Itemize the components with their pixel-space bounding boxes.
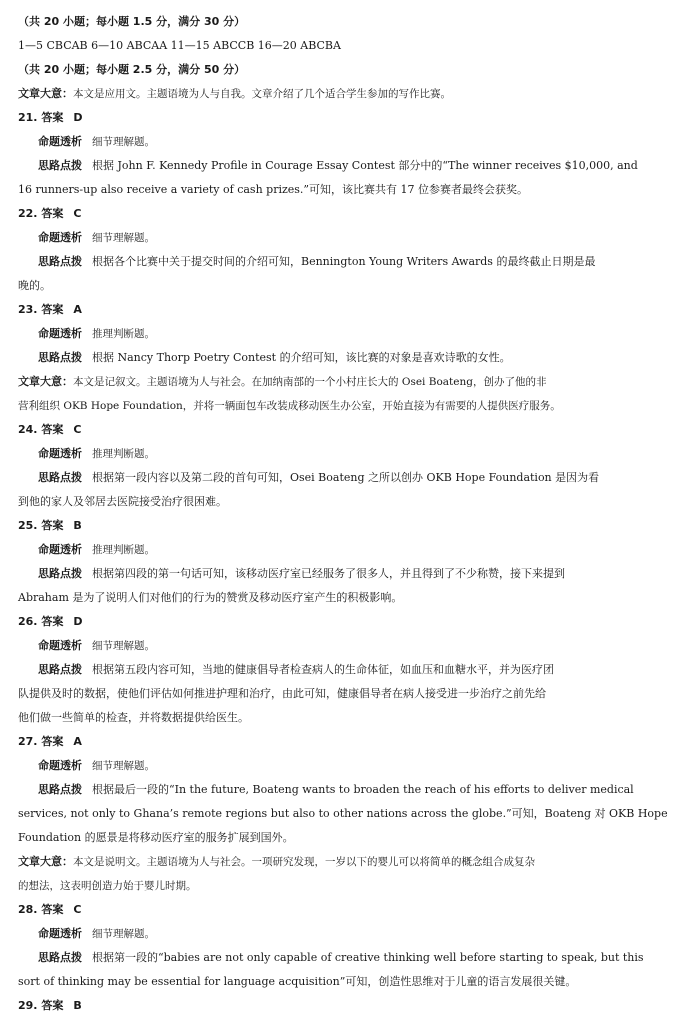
passage-text: 本文是应用文。主题语境为人与自我。文章介绍了几个适合学生参加的写作比赛。: [73, 88, 451, 100]
passage-b-summary-cont: 营利组织 OKB Hope Foundation，并将一辆面包车改装成移动医生办公室，开始直接为有需要的人提供医疗服务。: [18, 400, 561, 412]
answer-label: 答案: [41, 519, 64, 532]
passage-label: 文章大意：: [18, 855, 73, 868]
answer-letter: C: [73, 207, 82, 220]
passage-b-summary: [18, 370, 674, 394]
hint-text: 根据最后一段的“In the future, Boateng wants to broaden the reach of his efforts to deliver medical: [92, 783, 634, 796]
hint-label: 思路点拨: [38, 567, 82, 580]
hint-label: 思路点拨: [38, 351, 82, 364]
passage-label: 文章大意：: [18, 87, 73, 100]
hint-text: 根据 John F. Kennedy Profile in Courage Essay Contest 部分中的“The winner receives $10,000, and: [92, 159, 638, 172]
answer-22: [18, 202, 674, 226]
analysis-22: [18, 226, 674, 250]
question-number: 26.: [18, 615, 38, 628]
analysis-text: 推理判断题。: [92, 544, 155, 556]
analysis-text: 细节理解题。: [92, 760, 155, 772]
hint-label: 思路点拨: [38, 663, 82, 676]
analysis-text: 细节理解题。: [92, 928, 155, 940]
passage-label: 文章大意：: [18, 375, 73, 388]
hint-28-cont: sort of thinking may be essential for language acquisition”可知，创造性思维对于儿童的语言发展很关键。: [18, 975, 577, 988]
question-number: 21.: [18, 111, 38, 124]
passage-c-summary: [18, 850, 674, 874]
analysis-25: [18, 538, 674, 562]
answer-label: 答案: [41, 111, 64, 124]
analysis-26: [18, 634, 674, 658]
hint-24: [18, 466, 674, 490]
hint-label: 思路点拨: [38, 471, 82, 484]
answer-letter: B: [73, 999, 82, 1012]
analysis-label: 命题透析: [38, 639, 82, 652]
answer-letter: A: [73, 303, 82, 316]
hint-27-cont: services, not only to Ghana’s remote regions but also to other nations across the globe.”可知，Boateng 对 OKB Hope: [18, 807, 668, 820]
answer-label: 答案: [41, 903, 64, 916]
passage-text: 本文是说明文。主题语境为人与社会。一项研究发现，一岁以下的婴儿可以将简单的概念组合成复杂: [73, 856, 535, 868]
analysis-label: 命题透析: [38, 927, 82, 940]
hint-26: [18, 658, 674, 682]
answer-label: 答案: [41, 999, 64, 1012]
hint-text: 根据第五段内容可知，当地的健康倡导者检查病人的生命体征，如血压和血糖水平，并为医疗团: [92, 663, 554, 676]
answer-29: [18, 994, 674, 1018]
analysis-28: [18, 922, 674, 946]
answer-26: [18, 610, 674, 634]
section1-header: （共 20 小题；每小题 1.5 分，满分 30 分）: [18, 15, 246, 28]
hint-24-cont: 到他的家人及邻居去医院接受治疗很困难。: [18, 495, 227, 508]
question-number: 25.: [18, 519, 38, 532]
answer-label: 答案: [41, 303, 64, 316]
answer-label: 答案: [41, 207, 64, 220]
analysis-text: 细节理解题。: [92, 640, 155, 652]
analysis-23: [18, 322, 674, 346]
analysis-text: 细节理解题。: [92, 232, 155, 244]
answer-28: [18, 898, 674, 922]
question-number: 22.: [18, 207, 38, 220]
question-number: 27.: [18, 735, 38, 748]
answer-25: [18, 514, 674, 538]
analysis-27: [18, 754, 674, 778]
analysis-label: 命题透析: [38, 135, 82, 148]
answer-label: 答案: [41, 423, 64, 436]
answer-letter: B: [73, 519, 82, 532]
hint-label: 思路点拨: [38, 951, 82, 964]
section1-answers: 1—5 CBCAB 6—10 ABCAA 11—15 ABCCB 16—20 ABCBA: [18, 39, 341, 52]
hint-23: [18, 346, 674, 370]
passage-c-summary-cont: 的想法，这表明创造力始于婴儿时期。: [18, 880, 197, 892]
hint-25: [18, 562, 674, 586]
answer-letter: C: [73, 903, 82, 916]
analysis-label: 命题透析: [38, 759, 82, 772]
answer-23: [18, 298, 674, 322]
hint-22: [18, 250, 674, 274]
hint-text: 根据第四段的第一句话可知，该移动医疗室已经服务了很多人，并且得到了不少称赞，接下来提到: [92, 567, 565, 580]
answer-letter: A: [73, 735, 82, 748]
analysis-label: 命题透析: [38, 543, 82, 556]
question-number: 24.: [18, 423, 38, 436]
hint-22-cont: 晚的。: [18, 279, 51, 292]
hint-21: [18, 154, 674, 178]
analysis-24: [18, 442, 674, 466]
hint-text: 根据第一段内容以及第二段的首句可知，Osei Boateng 之所以创办 OKB Hope Foundation 是因为看: [92, 471, 600, 484]
hint-27: [18, 778, 674, 802]
passage-text: 本文是记叙文。主题语境为人与社会。在加纳南部的一个小村庄长大的 Osei Boateng，创办了他的非: [73, 376, 547, 388]
analysis-text: 推理判断题。: [92, 448, 155, 460]
hint-label: 思路点拨: [38, 783, 82, 796]
question-number: 29.: [18, 999, 38, 1012]
answer-24: [18, 418, 674, 442]
answer-letter: D: [73, 615, 83, 628]
analysis-label: 命题透析: [38, 327, 82, 340]
question-number: 23.: [18, 303, 38, 316]
hint-text: 根据第一段的“babies are not only capable of creative thinking well before starting to speak, but this: [92, 951, 644, 964]
answer-letter: C: [73, 423, 82, 436]
analysis-label: 命题透析: [38, 447, 82, 460]
hint-25-cont: Abraham 是为了说明人们对他们的行为的赞赏及移动医疗室产生的积极影响。: [18, 591, 403, 604]
hint-label: 思路点拨: [38, 255, 82, 268]
answer-letter: D: [73, 111, 83, 124]
hint-27-cont2: Foundation 的愿景是将移动医疗室的服务扩展到国外。: [18, 831, 294, 844]
answer-21: [18, 106, 674, 130]
hint-text: 根据 Nancy Thorp Poetry Contest 的介绍可知，该比赛的对象是喜欢诗歌的女性。: [92, 351, 511, 364]
section2-header: （共 20 小题；每小题 2.5 分，满分 50 分）: [18, 63, 246, 76]
question-number: 28.: [18, 903, 38, 916]
hint-26-cont2: 他们做一些简单的检查，并将数据提供给医生。: [18, 711, 249, 724]
passage-a-summary: [18, 82, 674, 106]
answer-label: 答案: [41, 735, 64, 748]
analysis-21: [18, 130, 674, 154]
analysis-label: 命题透析: [38, 231, 82, 244]
hint-21-cont: 16 runners-up also receive a variety of cash prizes.”可知，该比赛共有 17 位参赛者最终会获奖。: [18, 183, 529, 196]
answer-27: [18, 730, 674, 754]
answer-label: 答案: [41, 615, 64, 628]
hint-28: [18, 946, 674, 970]
answer-key-page: [18, 10, 674, 1018]
analysis-text: 推理判断题。: [92, 328, 155, 340]
hint-text: 根据各个比赛中关于提交时间的介绍可知，Bennington Young Writers Awards 的最终截止日期是最: [92, 255, 596, 268]
hint-label: 思路点拨: [38, 159, 82, 172]
analysis-text: 细节理解题。: [92, 136, 155, 148]
hint-26-cont: 队提供及时的数据，使他们评估如何推进护理和治疗，由此可知，健康倡导者在病人接受进一步治疗之前先给: [18, 687, 546, 700]
